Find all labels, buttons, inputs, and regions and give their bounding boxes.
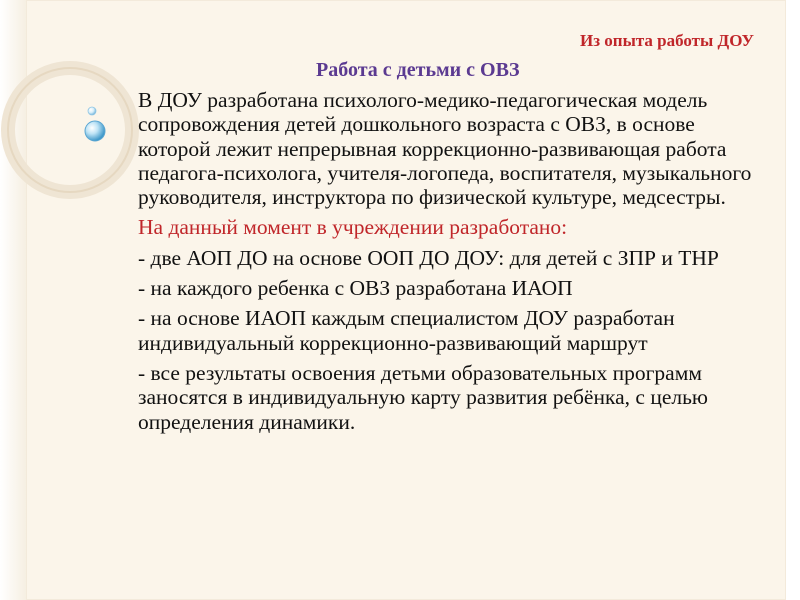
- highlight-paragraph: На данный момент в учреждении разработано:: [138, 215, 568, 240]
- blue-bubble-small: [88, 107, 96, 115]
- list-item: - две АОП ДО на основе ООП ДО ДОУ: для детей с ЗПР и ТНР: [138, 245, 719, 270]
- list-item: - на основе ИАОП каждым специалистом ДОУ разработан индивидуальный коррекционно-развивающий маршрут: [138, 306, 675, 355]
- list-item: - на каждого ребенка с ОВЗ разработана ИАОП: [138, 276, 573, 301]
- blue-bubble-large: [85, 121, 105, 141]
- slide-title: Работа с детьми с ОВЗ: [316, 59, 520, 81]
- list-item: - все результаты освоения детьми образовательных программ заносятся в индивидуальную карту развития ребёнка, с целью определения динамики.: [138, 360, 708, 434]
- slide-body: [138, 88, 770, 440]
- header-note: Из опыта работы ДОУ: [579, 31, 754, 50]
- intro-paragraph: В ДОУ разработана психолого-медико-педагогическая модель сопровождения детей дошкольного возраста с ОВЗ, в основе которой лежит непрерывная коррекционно-развивающая работа педагога-психолога, учителя-логопеда, воспитателя, музыкального руководителя, инструктора по физической культуре, медсестры.: [138, 88, 752, 210]
- ring-bubble-icon: [0, 0, 140, 240]
